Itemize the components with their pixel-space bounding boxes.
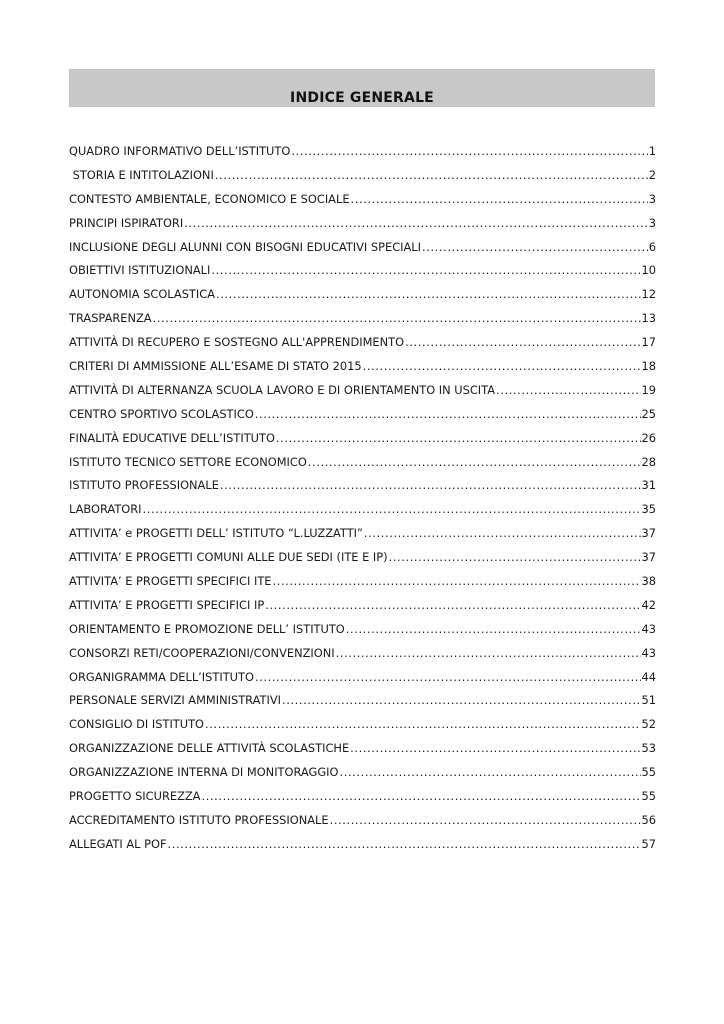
toc-entry-label: ATTIVITA’ E PROGETTI SPECIFICI IP (69, 597, 265, 612)
toc-entry[interactable] (69, 736, 656, 760)
toc-dot-leader (496, 383, 640, 397)
toc-dot-leader (346, 622, 641, 636)
toc-dot-leader (422, 240, 648, 254)
toc-entry-label: ORIENTAMENTO E PROMOZIONE DELL’ ISTITUTO (69, 621, 345, 636)
toc-dot-leader (291, 144, 647, 158)
toc-entry[interactable] (69, 306, 656, 330)
toc-entry-label: ORGANIGRAMMA DELL’ISTITUTO (69, 669, 254, 684)
toc-dot-leader (184, 216, 648, 230)
toc-entry-page-number: 19 (641, 382, 656, 397)
toc-entry-page-number: 1 (648, 143, 656, 158)
toc-entry-page-number: 56 (641, 812, 656, 827)
toc-dot-leader (364, 526, 641, 540)
toc-entry-label: INCLUSIONE DEGLI ALUNNI CON BISOGNI EDUCATIVI SPECIALI (69, 239, 422, 254)
toc-entry-label: FINALITÀ EDUCATIVE DELL’ISTITUTO (69, 430, 275, 445)
toc-dot-leader (276, 431, 641, 445)
toc-entry-label: CONSORZI RETI/COOPERAZIONI/CONVENZIONI (69, 645, 335, 660)
toc-entry-page-number: 35 (641, 502, 656, 517)
toc-entry-page-number: 13 (641, 311, 656, 326)
toc-entry[interactable] (69, 187, 656, 211)
toc-entry[interactable] (69, 139, 656, 163)
page-title: INDICE GENERALE (290, 90, 434, 106)
toc-entry-page-number: 10 (641, 263, 656, 278)
toc-entry-page-number: 51 (641, 693, 656, 708)
toc-entry[interactable] (69, 832, 656, 856)
toc-entry-label: ORGANIZZAZIONE DELLE ATTIVITÀ SCOLASTICHE (69, 741, 350, 756)
toc-dot-leader (220, 478, 641, 492)
toc-entry-page-number: 26 (641, 430, 656, 445)
toc-entry-label: TRASPARENZA (69, 311, 152, 326)
toc-entry-page-number: 52 (641, 717, 656, 732)
toc-entry-page-number: 12 (641, 287, 656, 302)
toc-dot-leader (255, 670, 641, 684)
toc-entry-page-number: 38 (641, 573, 656, 588)
toc-entry[interactable] (69, 497, 656, 521)
toc-entry[interactable] (69, 521, 656, 545)
toc-entry[interactable] (69, 617, 656, 641)
toc-entry-label: QUADRO INFORMATIVO DELL’ISTITUTO (69, 143, 291, 158)
toc-entry-page-number: 43 (641, 645, 656, 660)
toc-entry-label: LABORATORI (69, 502, 142, 517)
toc-entry-page-number: 43 (641, 621, 656, 636)
toc-dot-leader (350, 741, 640, 755)
title-bar (69, 69, 655, 107)
toc-dot-leader (405, 335, 640, 349)
toc-entry-label: PROGETTO SICUREZZA (69, 788, 201, 803)
toc-entry-label: ATTIVITA’ E PROGETTI SPECIFICI ITE (69, 573, 272, 588)
toc-entry-label: OBIETTIVI ISTITUZIONALI (69, 263, 211, 278)
toc-entry[interactable] (69, 569, 656, 593)
toc-entry[interactable] (69, 163, 656, 187)
toc-entry-label: PRINCIPI ISPIRATORI (69, 215, 184, 230)
toc-entry-page-number: 55 (641, 765, 656, 780)
toc-entry-label: ACCREDITAMENTO ISTITUTO PROFESSIONALE (69, 812, 329, 827)
toc-entry-label: CRITERI DI AMMISSIONE ALL’ESAME DI STATO 2015 (69, 358, 362, 373)
toc-entry[interactable] (69, 282, 656, 306)
toc-entry-page-number: 17 (641, 335, 656, 350)
toc-entry-page-number: 3 (648, 215, 656, 230)
toc-entry-label: ATTIVITA’ e PROGETTI DELL’ ISTITUTO “L.LUZZATTI” (69, 526, 363, 541)
toc-dot-leader (205, 717, 640, 731)
toc-entry-page-number: 55 (641, 788, 656, 803)
toc-entry[interactable] (69, 808, 656, 832)
toc-entry-label: PERSONALE SERVIZI AMMINISTRATIVI (69, 693, 282, 708)
toc-entry-page-number: 28 (641, 454, 656, 469)
toc-entry-page-number: 37 (641, 550, 656, 565)
toc-dot-leader (389, 550, 641, 564)
table-of-contents (69, 139, 656, 856)
toc-entry-label: ATTIVITA’ E PROGETTI COMUNI ALLE DUE SEDI (ITE E IP) (69, 550, 388, 565)
toc-dot-leader (330, 813, 641, 827)
toc-dot-leader (308, 455, 641, 469)
toc-entry-page-number: 18 (641, 358, 656, 373)
toc-entry[interactable] (69, 784, 656, 808)
toc-entry-label: ATTIVITÀ DI ALTERNANZA SCUOLA LAVORO E DI ORIENTAMENTO IN USCITA (69, 382, 496, 397)
toc-entry-page-number: 31 (641, 478, 656, 493)
toc-dot-leader (282, 693, 640, 707)
toc-entry-page-number: 37 (641, 526, 656, 541)
toc-entry[interactable] (69, 354, 656, 378)
toc-entry-label: CONTESTO AMBIENTALE, ECONOMICO E SOCIALE (69, 191, 350, 206)
toc-entry-label: ISTITUTO TECNICO SETTORE ECONOMICO (69, 454, 307, 469)
toc-entry[interactable] (69, 545, 656, 569)
toc-dot-leader (273, 574, 641, 588)
toc-dot-leader (153, 311, 641, 325)
toc-entry[interactable] (69, 258, 656, 282)
toc-entry[interactable] (69, 760, 656, 784)
toc-entry[interactable] (69, 712, 656, 736)
toc-dot-leader (363, 359, 641, 373)
toc-dot-leader (201, 789, 640, 803)
toc-dot-leader (351, 192, 648, 206)
toc-entry-label: CONSIGLIO DI ISTITUTO (69, 717, 205, 732)
toc-dot-leader (340, 765, 641, 779)
toc-entry-page-number: 57 (641, 836, 656, 851)
toc-dot-leader (168, 837, 641, 851)
toc-entry-label: CENTRO SPORTIVO SCOLASTICO (69, 406, 254, 421)
toc-dot-leader (336, 646, 641, 660)
toc-dot-leader (143, 502, 641, 516)
toc-entry[interactable] (69, 402, 656, 426)
toc-entry[interactable] (69, 330, 656, 354)
toc-dot-leader (211, 263, 640, 277)
toc-entry-label: AUTONOMIA SCOLASTICA (69, 287, 215, 302)
toc-entry-page-number: 3 (648, 191, 656, 206)
toc-entry[interactable] (69, 235, 656, 259)
toc-entry-label: STORIA E INTITOLAZIONI (69, 167, 214, 182)
toc-entry-page-number: 6 (648, 239, 656, 254)
toc-entry[interactable] (69, 426, 656, 450)
toc-entry-label: ALLEGATI AL POF (69, 836, 167, 851)
toc-entry-page-number: 42 (641, 597, 656, 612)
toc-entry-page-number: 25 (641, 406, 656, 421)
toc-entry-page-number: 2 (648, 167, 656, 182)
toc-entry[interactable] (69, 211, 656, 235)
toc-entry-page-number: 53 (641, 741, 656, 756)
toc-entry-label: ATTIVITÀ DI RECUPERO E SOSTEGNO ALL'APPRENDIMENTO (69, 335, 405, 350)
toc-entry[interactable] (69, 688, 656, 712)
toc-dot-leader (215, 168, 648, 182)
toc-entry[interactable] (69, 450, 656, 474)
toc-entry[interactable] (69, 378, 656, 402)
toc-dot-leader (216, 287, 641, 301)
toc-entry-label: ORGANIZZAZIONE INTERNA DI MONITORAGGIO (69, 765, 339, 780)
toc-entry-page-number: 44 (641, 669, 656, 684)
toc-dot-leader (265, 598, 640, 612)
toc-entry[interactable] (69, 641, 656, 665)
toc-entry[interactable] (69, 593, 656, 617)
toc-entry[interactable] (69, 473, 656, 497)
toc-entry-label: ISTITUTO PROFESSIONALE (69, 478, 219, 493)
toc-dot-leader (255, 407, 641, 421)
toc-entry[interactable] (69, 665, 656, 689)
